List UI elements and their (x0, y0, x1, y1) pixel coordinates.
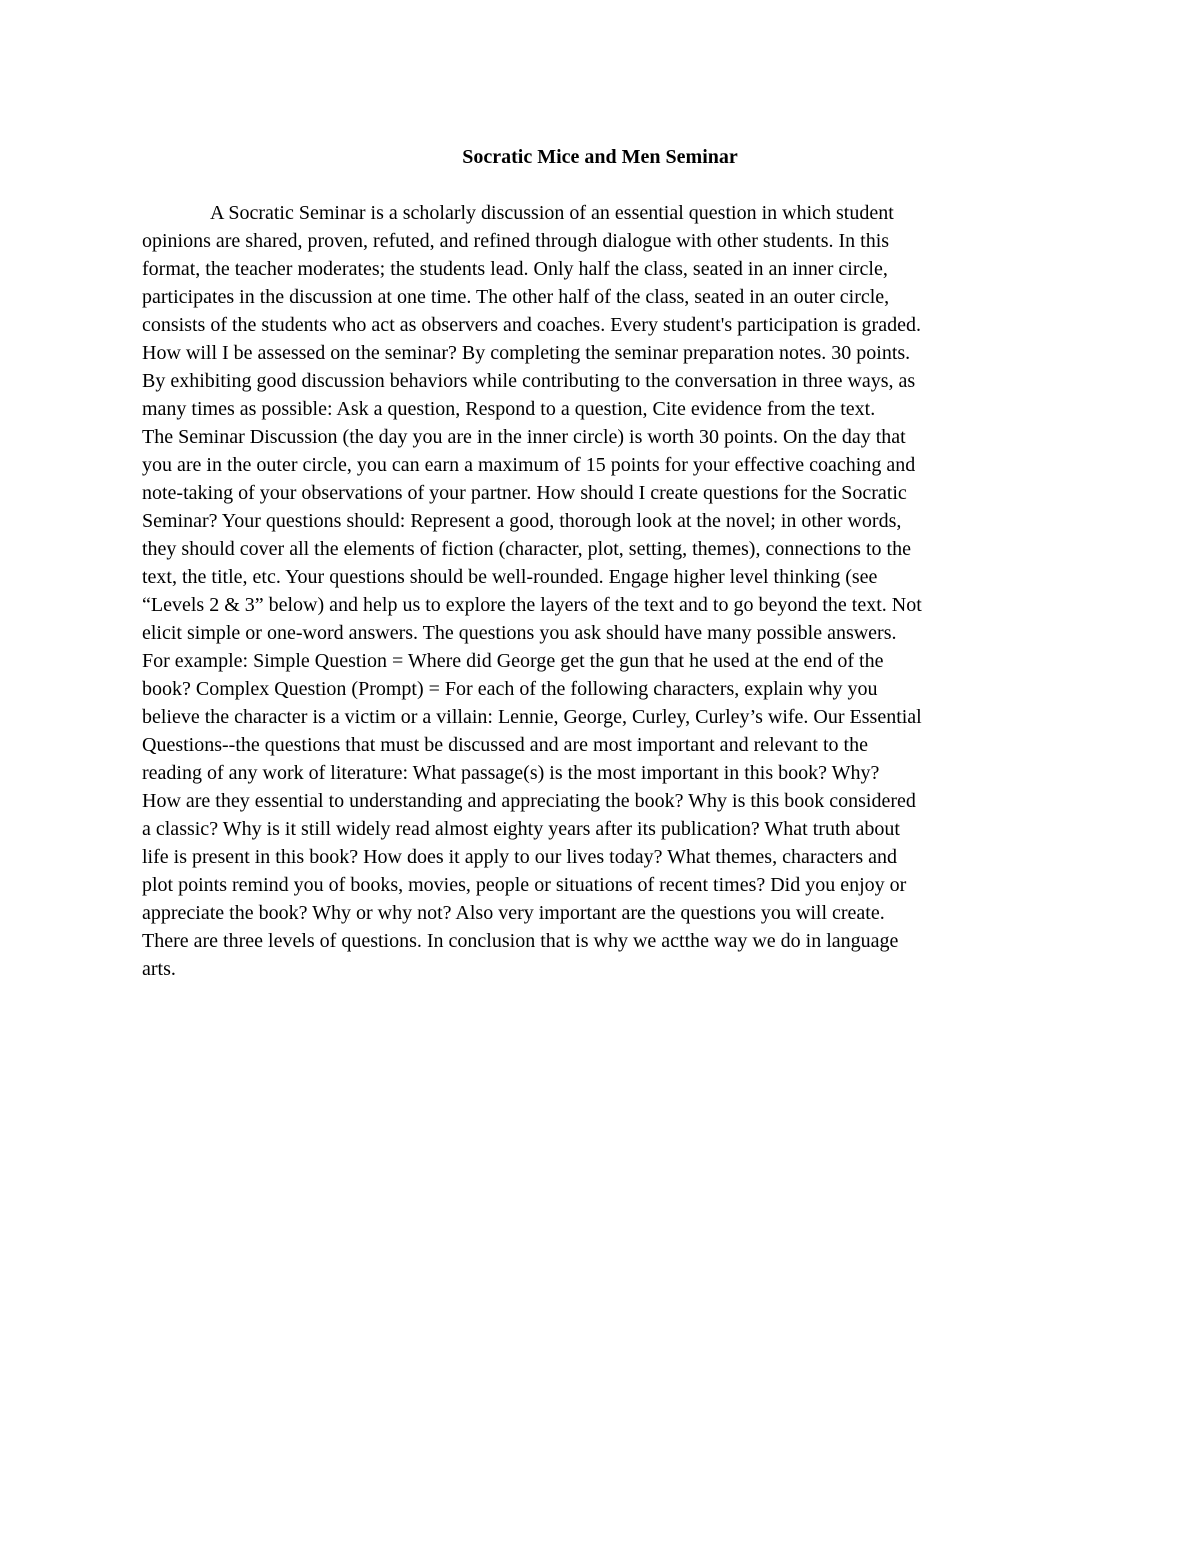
paragraph-line: opinions are shared, proven, refuted, and refined through dialogue with other students. In this (142, 230, 890, 252)
paragraph-line: The Seminar Discussion (the day you are in the inner circle) is worth 30 points. On the day that (142, 426, 906, 448)
paragraph-line: For example: Simple Question = Where did George get the gun that he used at the end of the (142, 650, 884, 672)
paragraph-line: consists of the students who act as observers and coaches. Every student's participation is graded. (142, 314, 921, 336)
paragraph-line: How are they essential to understanding and appreciating the book? Why is this book considered (142, 790, 916, 812)
paragraph-line: believe the character is a victim or a villain: Lennie, George, Curley, Curley’s wife. Our Essential (142, 706, 922, 728)
paragraph-line: participates in the discussion at one time. The other half of the class, seated in an outer circle, (142, 286, 890, 308)
paragraph-line: you are in the outer circle, you can earn a maximum of 15 points for your effective coaching and (142, 454, 916, 476)
paragraph-line: many times as possible: Ask a question, Respond to a question, Cite evidence from the text. (142, 398, 876, 420)
paragraph-line: plot points remind you of books, movies, people or situations of recent times? Did you enjoy or (142, 874, 907, 896)
paragraph-line: appreciate the book? Why or why not? Also very important are the questions you will create. (142, 902, 885, 924)
paragraph-line: A Socratic Seminar is a scholarly discussion of an essential question in which student (210, 202, 894, 224)
paragraph-line: Questions--the questions that must be discussed and are most important and relevant to the (142, 734, 868, 756)
paragraph-line: note-taking of your observations of your partner. How should I create questions for the Socratic (142, 482, 907, 504)
paragraph-line: arts. (142, 958, 176, 980)
paragraph-line: elicit simple or one-word answers. The questions you ask should have many possible answers. (142, 622, 897, 644)
paragraph-line: How will I be assessed on the seminar? By completing the seminar preparation notes. 30 points. (142, 342, 911, 364)
paragraph-line: Seminar? Your questions should: Represent a good, thorough look at the novel; in other words, (142, 510, 902, 532)
paragraph-line: they should cover all the elements of fiction (character, plot, setting, themes), connections to the (142, 538, 911, 560)
paragraph-line: “Levels 2 & 3” below) and help us to explore the layers of the text and to go beyond the text. Not (142, 594, 922, 616)
body-paragraph (142, 199, 1072, 983)
paragraph-line: By exhibiting good discussion behaviors while contributing to the conversation in three ways, as (142, 370, 916, 392)
document-title: Socratic Mice and Men Seminar (462, 146, 738, 168)
paragraph-line: text, the title, etc. Your questions should be well-rounded. Engage higher level thinking (see (142, 566, 878, 588)
paragraph-line: a classic? Why is it still widely read almost eighty years after its publication? What truth about (142, 818, 900, 840)
paragraph-line: format, the teacher moderates; the students lead. Only half the class, seated in an inner circle, (142, 258, 888, 280)
paragraph-line: life is present in this book? How does it apply to our lives today? What themes, characters and (142, 846, 897, 868)
paragraph-line: There are three levels of questions. In conclusion that is why we actthe way we do in language (142, 930, 899, 952)
paragraph-line: reading of any work of literature: What passage(s) is the most important in this book? Why? (142, 762, 880, 784)
paragraph-line: book? Complex Question (Prompt) = For each of the following characters, explain why you (142, 678, 878, 700)
